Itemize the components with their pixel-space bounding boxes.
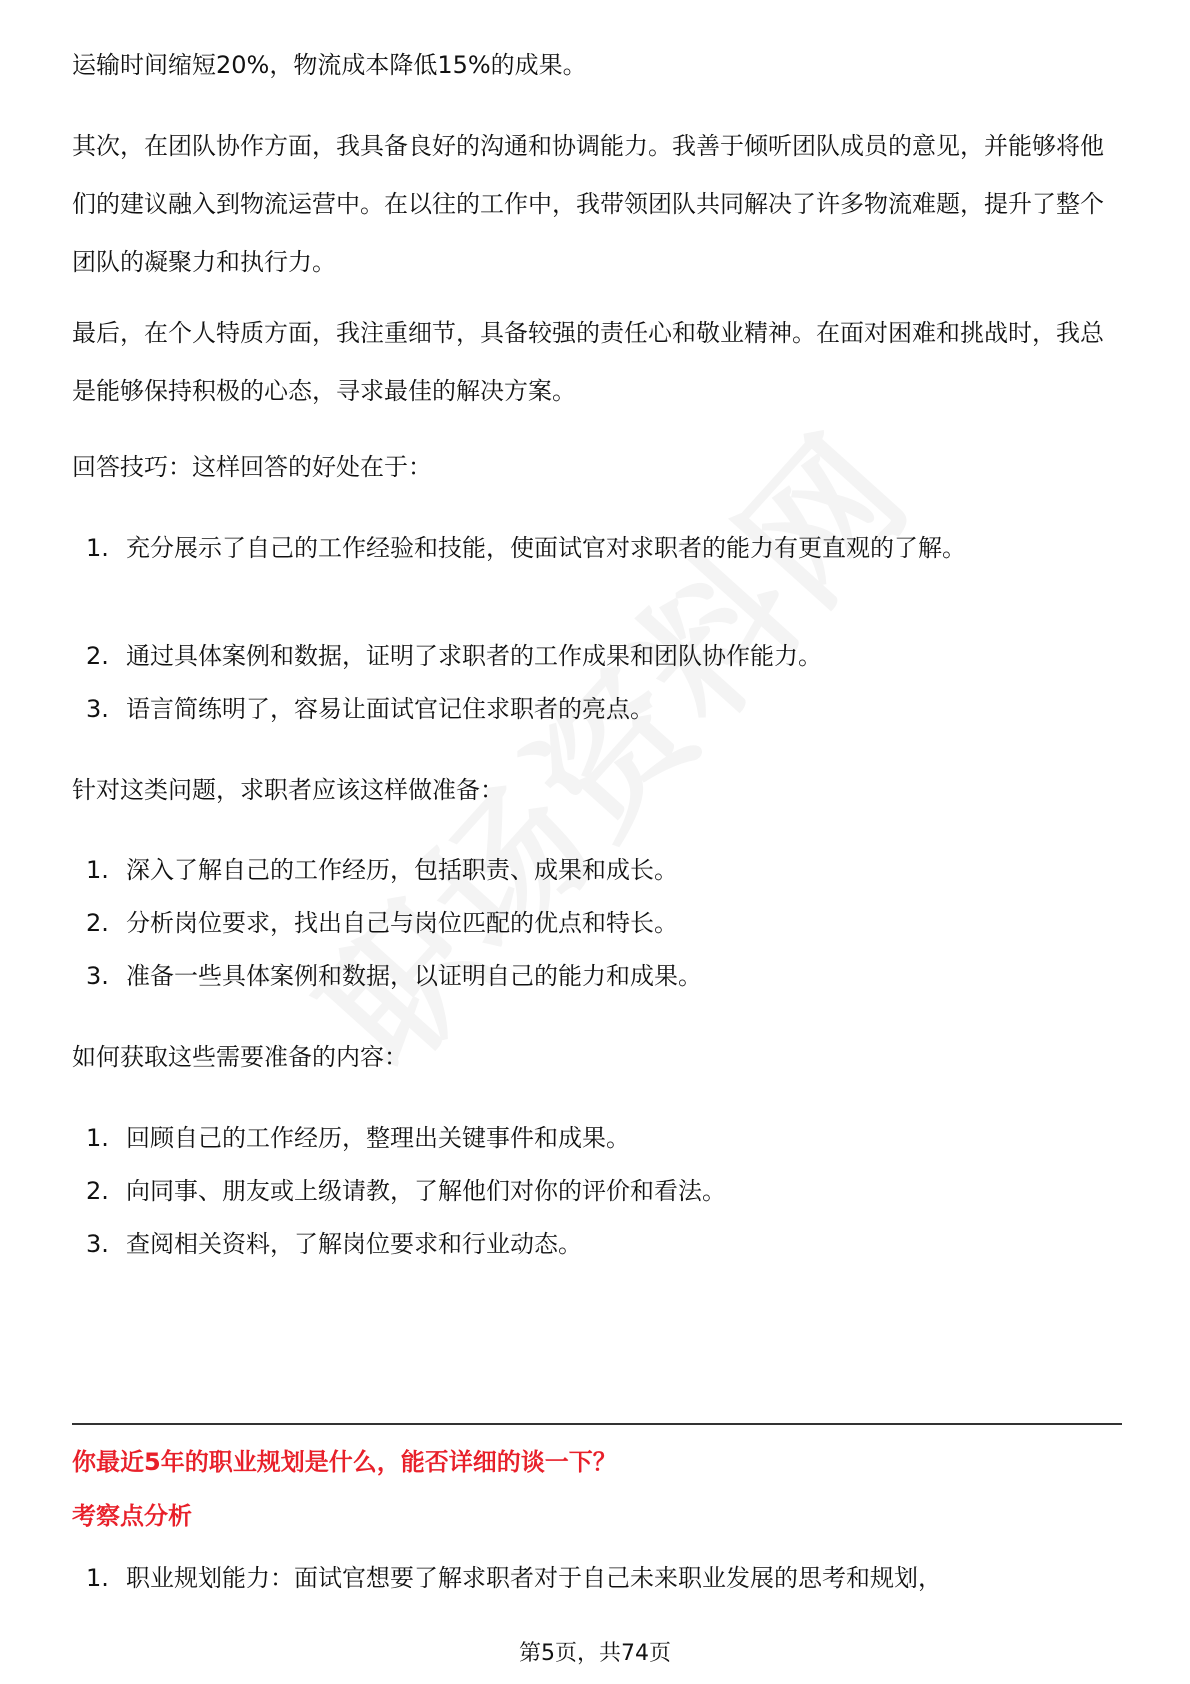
list-item — [72, 1109, 1122, 1167]
list-text: 深入了解自己的工作经历，包括职责、成果和成长。 — [126, 856, 678, 884]
list-text: 充分展示了自己的工作经验和技能，使面试官对求职者的能力有更直观的了解。 — [126, 534, 966, 562]
section-divider — [72, 1423, 1122, 1425]
list-item — [72, 841, 1122, 899]
list-item — [72, 1549, 1122, 1607]
list-number: 1. — [86, 1124, 109, 1152]
list-number: 2. — [86, 1177, 109, 1205]
list-text: 查阅相关资料，了解岗位要求和行业动态。 — [126, 1230, 582, 1258]
paragraph: 最后，在个人特质方面，我注重细节，具备较强的责任心和敬业精神。在面对困难和挑战时，我总是能够保持积极的心态，寻求最佳的解决方案。 — [72, 319, 1104, 405]
list-text: 分析岗位要求，找出自己与岗位匹配的优点和特长。 — [126, 909, 678, 937]
list-number: 1. — [86, 534, 109, 562]
list-number: 3. — [86, 962, 109, 990]
page-number: 第5页，共74页 — [519, 1641, 671, 1666]
list-text: 语言简练明了，容易让面试官记住求职者的亮点。 — [126, 695, 654, 723]
list-item — [72, 894, 1122, 952]
list-item — [72, 947, 1122, 1005]
list-text: 通过具体案例和数据，证明了求职者的工作成果和团队协作能力。 — [126, 642, 822, 670]
section-subtitle: 考察点分析 — [72, 1502, 192, 1530]
list-number: 1. — [86, 1564, 109, 1592]
list-item — [72, 519, 1122, 577]
paragraph: 其次，在团队协作方面，我具备良好的沟通和协调能力。我善于倾听团队成员的意见，并能够将他们的建议融入到物流运营中。在以往的工作中，我带领团队共同解决了许多物流难题，提升了整个团队的凝聚力和执行力。 — [72, 132, 1104, 276]
list-number: 2. — [86, 642, 109, 670]
paragraph: 针对这类问题，求职者应该这样做准备： — [72, 776, 504, 804]
list-text: 职业规划能力：面试官想要了解求职者对于自己未来职业发展的思考和规划， — [126, 1564, 942, 1592]
list-text: 回顾自己的工作经历，整理出关键事件和成果。 — [126, 1124, 630, 1152]
question-title: 你最近5年的职业规划是什么，能否详细的谈一下？ — [72, 1448, 617, 1476]
paragraph: 运输时间缩短20%，物流成本降低15%的成果。 — [72, 51, 587, 79]
list-item — [72, 1162, 1122, 1220]
list-number: 3. — [86, 1230, 109, 1258]
list-number: 2. — [86, 909, 109, 937]
list-item — [72, 627, 1122, 685]
list-item — [72, 1215, 1122, 1273]
list-number: 1. — [86, 856, 109, 884]
list-item — [72, 680, 1122, 738]
list-text: 准备一些具体案例和数据，以证明自己的能力和成果。 — [126, 962, 702, 990]
list-number: 3. — [86, 695, 109, 723]
paragraph: 如何获取这些需要准备的内容： — [72, 1043, 408, 1071]
paragraph: 回答技巧：这样回答的好处在于： — [72, 453, 432, 481]
list-text: 向同事、朋友或上级请教，了解他们对你的评价和看法。 — [126, 1177, 726, 1205]
